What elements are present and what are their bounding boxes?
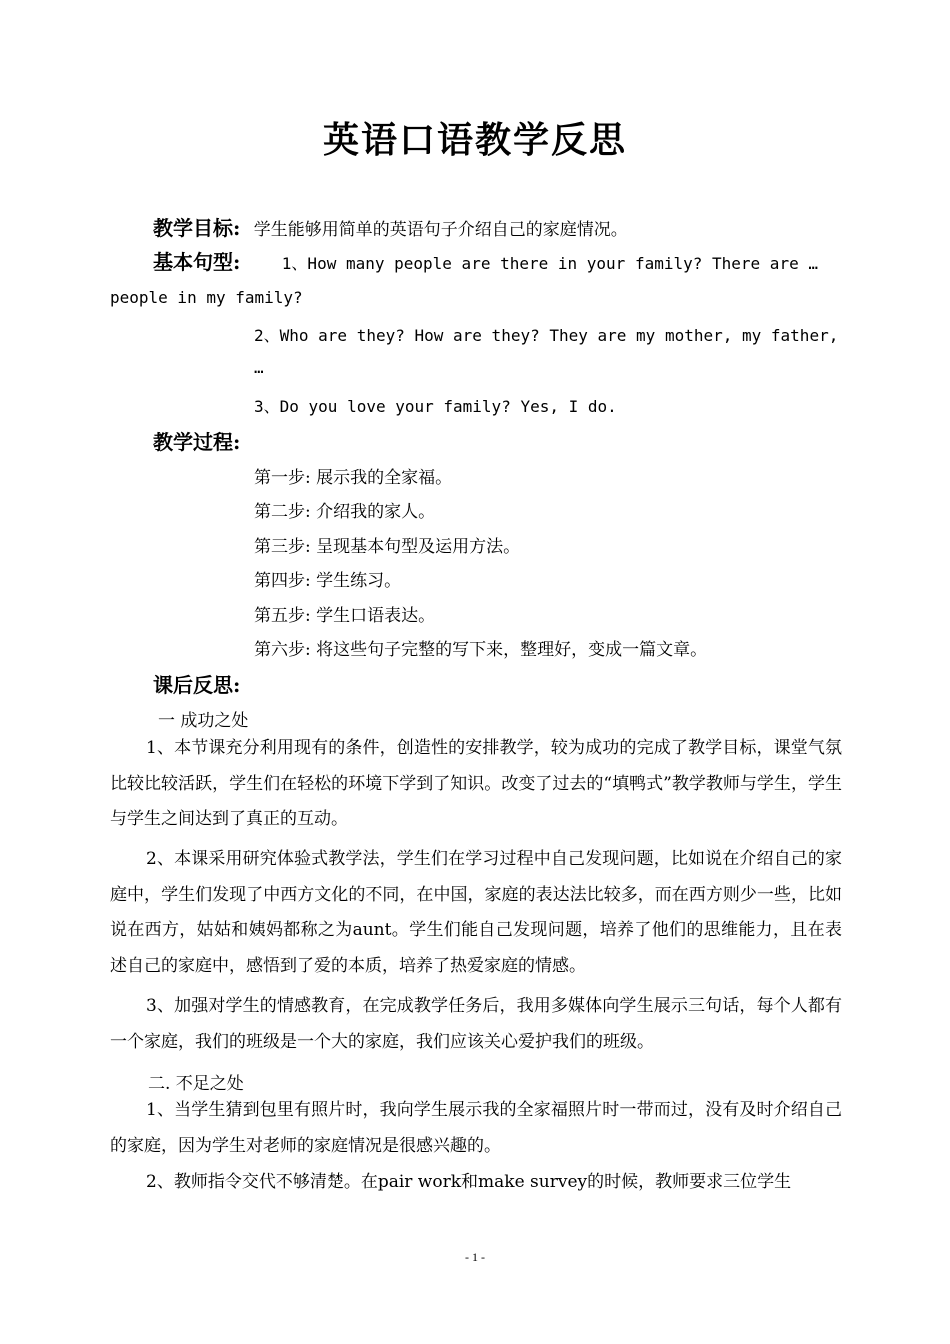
pattern-2-line-2: … [254, 358, 264, 377]
success-paragraph-2 [110, 842, 842, 984]
paragraph-text: 1、本节课充分利用现有的条件，创造性的安排教学，较为成功的完成了教学目标，课堂气氛比较比较活跃，学生们在轻松的环境下学到了知识。改变了过去的“填鸭式”教学教师与学生，学生与学生之间达到了真正的互动。 [110, 738, 842, 829]
objective-label: 教学目标: [153, 216, 241, 240]
process-step: 第六步: 将这些句子完整的写下来，整理好，变成一篇文章。 [254, 640, 708, 660]
paragraph-text: 2、本课采用研究体验式教学法，学生们在学习过程中自己发现问题，比如说在介绍自己的家庭中，学生们发现了中西方文化的不同，在中国，家庭的表达法比较多，而在西方则少一些，比如说在西方，姑姑和姨妈都称之为aunt。学生们能自己发现问题，培养了他们的思维能力，且在表述自己的家庭中，感悟到了爱的本质，培养了热爱家庭的情感。 [110, 849, 842, 976]
shortcoming-paragraph-2 [110, 1165, 842, 1201]
paragraph-text: 3、加强对学生的情感教育，在完成教学任务后，我用多媒体向学生展示三句话，每个人都有一个家庭，我们的班级是一个大的家庭，我们应该关心爱护我们的班级。 [110, 996, 842, 1052]
shortcoming-paragraph-1 [110, 1093, 842, 1164]
process-step: 第一步: 展示我的全家福。 [254, 468, 453, 488]
success-paragraph-3 [110, 989, 842, 1060]
reflection-label: 课后反思: [153, 673, 241, 697]
objective-text: 学生能够用简单的英语句子介绍自己的家庭情况。 [253, 220, 628, 240]
patterns-row [153, 246, 818, 275]
success-heading: 一 成功之处 [158, 711, 249, 731]
patterns-label: 基本句型: [153, 250, 241, 274]
shortcoming-heading: 二. 不足之处 [148, 1074, 244, 1094]
pattern-1-line-1: 1、How many people are there in your family? There are … [281, 254, 818, 273]
pattern-3: 3、Do you love your family? Yes, I do. [254, 397, 617, 416]
process-label: 教学过程: [153, 430, 241, 454]
success-paragraph-1 [110, 731, 842, 838]
paragraph-text: 1、当学生猜到包里有照片时，我向学生展示我的全家福照片时一带而过，没有及时介绍自己的家庭，因为学生对老师的家庭情况是很感兴趣的。 [110, 1100, 842, 1156]
page-number: - 1 - [465, 1250, 485, 1264]
pattern-2-line-1: 2、Who are they? How are they? They are my mother, my father, [254, 326, 839, 345]
paragraph-text: 2、教师指令交代不够清楚。在pair work和make survey的时候，教师要求三位学生 [146, 1172, 792, 1192]
document-title: 英语口语教学反思 [322, 119, 627, 161]
process-step: 第二步: 介绍我的家人。 [254, 502, 436, 522]
process-step: 第四步: 学生练习。 [254, 571, 402, 591]
process-step: 第五步: 学生口语表达。 [254, 606, 436, 626]
objective-row [153, 212, 628, 241]
process-step: 第三步: 呈现基本句型及运用方法。 [254, 537, 521, 557]
pattern-1-line-2: people in my family? [110, 288, 303, 307]
